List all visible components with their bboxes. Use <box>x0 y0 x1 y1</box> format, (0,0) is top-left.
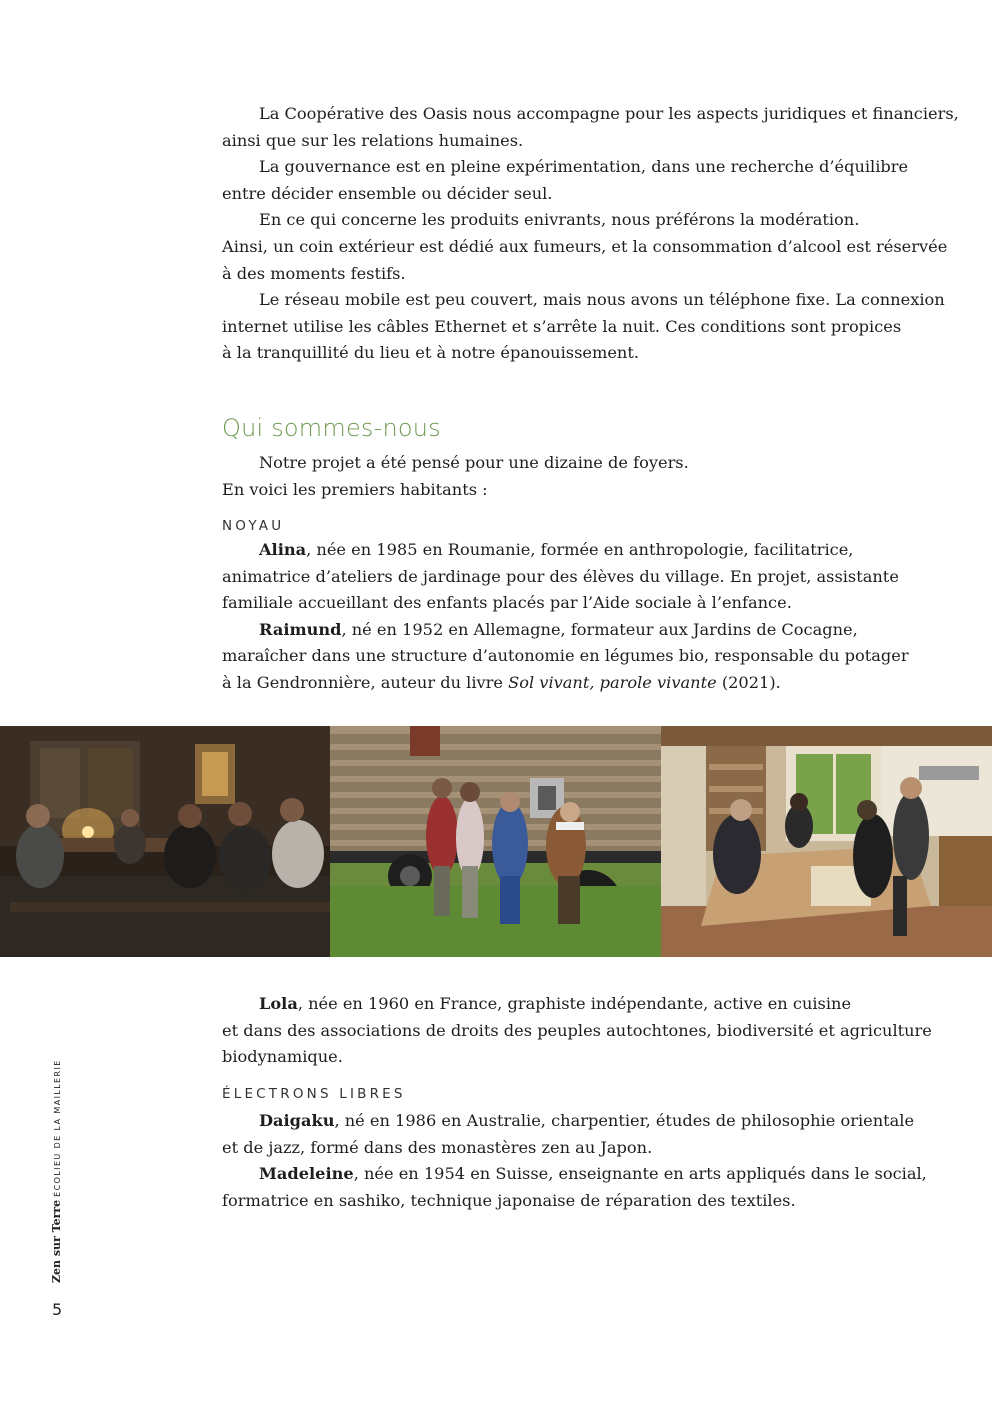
person-name: Alina <box>259 540 307 559</box>
lola-block <box>222 991 942 1071</box>
text-line: entre décider ensemble ou décider seul. <box>222 183 553 203</box>
text-line: et de jazz, formé dans des monastères zen au Japon. <box>222 1137 653 1157</box>
text-line: En ce qui concerne les produits enivrants, nous préférons la modération. <box>259 210 860 230</box>
person-name: Lola <box>259 994 298 1013</box>
bio-madeleine <box>222 1161 942 1214</box>
text-line: formatrice en sashiko, technique japonaise de réparation des textiles. <box>222 1190 796 1210</box>
paragraph-reseau <box>222 287 945 367</box>
text-line: Notre projet a été pensé pour une dizaine de foyers. <box>259 453 689 472</box>
text-line: (2021). <box>716 672 781 692</box>
text-line: à la tranquillité du lieu et à notre épanouissement. <box>222 343 639 363</box>
text-line: , née en 1960 en France, graphiste indépendante, active en cuisine <box>297 994 852 1013</box>
person-name: Madeleine <box>259 1164 354 1184</box>
electrons-block <box>222 1108 942 1214</box>
paragraph-moderation <box>222 207 948 287</box>
person-name: Daigaku <box>259 1111 335 1130</box>
text-line: biodynamique. <box>222 1047 343 1067</box>
photo-kitchen <box>661 726 992 957</box>
text-line: , née en 1954 en Suisse, enseignante en arts appliqués dans le social, <box>353 1164 927 1184</box>
text-line: animatrice d’ateliers de jardinage pour des élèves du village. En projet, assistante <box>222 566 899 586</box>
photo-strip <box>0 726 992 957</box>
photo-caravan-group <box>330 726 661 957</box>
text-line: familiale accueillant des enfants placés par l’Aide sociale à l’enfance. <box>222 593 792 613</box>
intro-block <box>222 101 959 367</box>
text-line: ainsi que sur les relations humaines. <box>222 130 524 150</box>
bio-daigaku <box>222 1108 942 1161</box>
bio-alina <box>222 537 942 617</box>
text-line: et dans des associations de droits des peuples autochtones, biodiversité et agriculture <box>222 1020 932 1040</box>
running-footer <box>50 1059 63 1283</box>
text-line: En voici les premiers habitants : <box>222 479 488 499</box>
brand-subtitle: ÉCOLIEU DE LA MAILLERIE <box>53 1059 62 1197</box>
text-line: , né en 1986 en Australie, charpentier, études de philosophie orientale <box>334 1111 915 1130</box>
book-title: Sol vivant, parole vivante <box>508 672 717 692</box>
person-name: Raimund <box>259 619 342 639</box>
paragraph-gouvernance <box>222 154 942 207</box>
paragraph-cooperative <box>222 101 959 154</box>
text-line: à des moments festifs. <box>222 263 406 283</box>
text-line: maraîcher dans une structure d’autonomie en légumes bio, responsable du potager <box>222 646 909 666</box>
text-line: La gouvernance est en pleine expérimentation, dans une recherche d’équilibre <box>259 157 909 177</box>
bio-lola <box>222 991 942 1071</box>
text-line: , né en 1952 en Allemagne, formateur aux Jardins de Cocagne, <box>341 619 858 639</box>
text-line: internet utilise les câbles Ethernet et s’arrête la nuit. Ces conditions sont propices <box>222 316 902 336</box>
text-line: , née en 1985 en Roumanie, formée en anthropologie, facilitatrice, <box>306 540 854 559</box>
photo-night-dinner <box>0 726 330 957</box>
section-title: Qui sommes-nous <box>222 414 441 442</box>
paragraph-projet <box>222 450 942 503</box>
text-line: à la Gendronnière, auteur du livre <box>222 672 509 692</box>
bio-raimund <box>222 617 942 697</box>
electrons-libres-heading: ÉLECTRONS LIBRES <box>222 1086 406 1102</box>
text-line: La Coopérative des Oasis nous accompagne pour les aspects juridiques et financiers, <box>259 104 959 123</box>
noyau-heading: NOYAU <box>222 518 285 534</box>
text-line: Le réseau mobile est peu couvert, mais nous avons un téléphone fixe. La connexion <box>259 290 945 310</box>
section-intro <box>222 450 942 503</box>
brand-name: Zen sur Terre <box>50 1199 63 1283</box>
text-line: Ainsi, un coin extérieur est dédié aux fumeurs, et la consommation d’alcool est réservée <box>222 236 948 256</box>
noyau-block <box>222 537 942 697</box>
page-number: 5 <box>52 1300 63 1319</box>
